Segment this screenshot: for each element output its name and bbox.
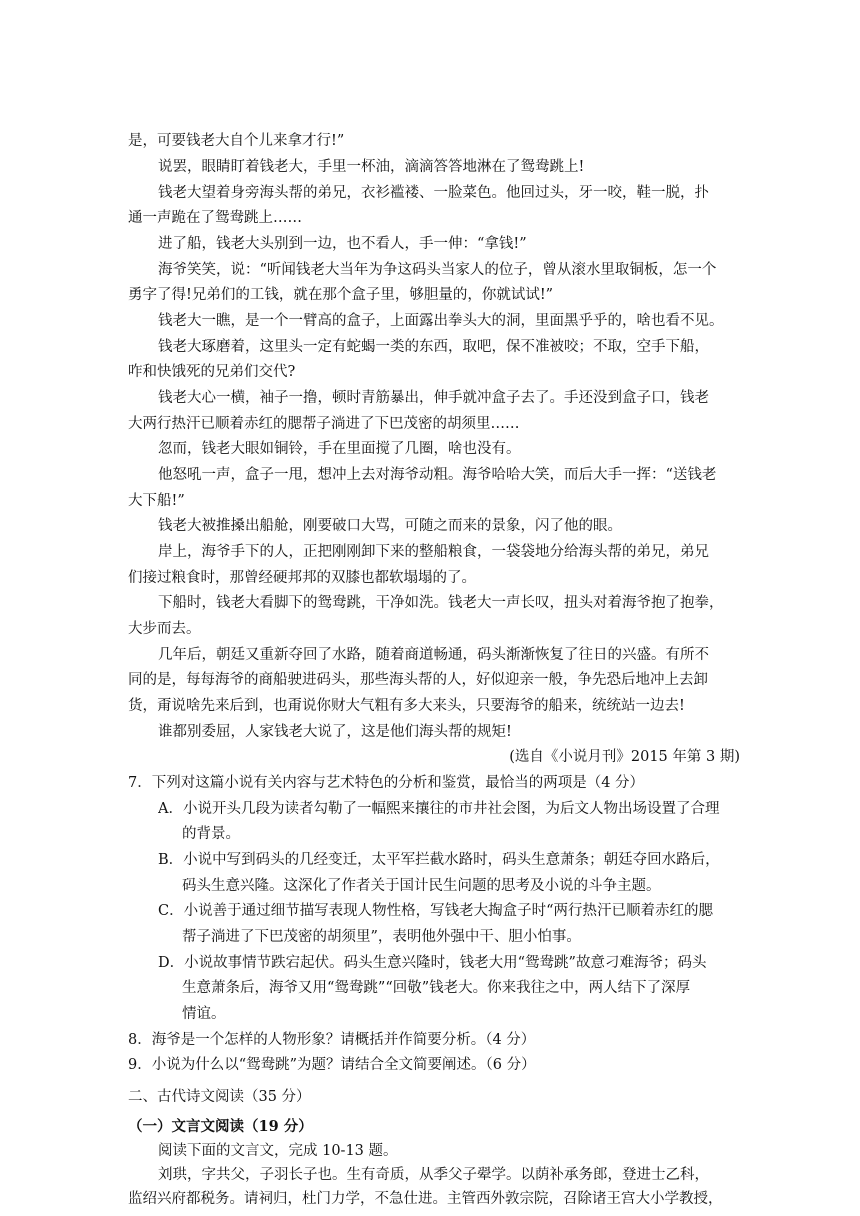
story-line: 钱老大被推搡出船舱，刚要破口大骂，可随之而来的景象，闪了他的眼。 (158, 518, 622, 534)
option-a-cont: 的背景。 (182, 826, 240, 842)
story-line: 忽而，钱老大眼如铜铃，手在里面搅了几圈，啥也没有。 (158, 441, 521, 457)
option-d: D．小说故事情节跌宕起伏。码头生意兴隆时，钱老大用“鸳鸯跳”故意刁难海爷；码头 (158, 955, 707, 971)
option-d-cont: 情谊。 (182, 1006, 226, 1022)
subsection-heading: （一）文言文阅读（19 分） (128, 1118, 313, 1135)
story-line: 是，可要钱老大自个儿来拿才行!” (128, 133, 345, 149)
story-line: 钱老大一瞧，是一个一臂高的盒子，上面露出拳头大的洞，里面黑乎乎的，啥也看不见。 (158, 313, 724, 329)
option-c: C．小说善于通过细节描写表现人物性格，写钱老大掏盒子时“两行热汗已顺着赤红的腮 (158, 903, 714, 919)
story-line: 谁都别委屈，人家钱老大说了，这是他们海头帮的规矩! (158, 724, 512, 740)
classical-line: 刘珙，字共父，子羽长子也。生有奇质，从季父子翚学。以荫补承务郎，登进士乙科， (158, 1167, 709, 1183)
story-line: 钱老大望着身旁海头帮的弟兄，衣衫褴褛、一脸菜色。他回过头，牙一咬，鞋一脱，扑 (158, 185, 709, 201)
story-line: 几年后，朝廷又重新夺回了水路，随着商道畅通，码头渐渐恢复了往日的兴盛。有所不 (158, 647, 709, 663)
classical-line: 监绍兴府都税务。请祠归，杜门力学，不急仕进。主管西外敦宗院，召除诸王宫大小学教授， (128, 1191, 723, 1207)
story-line: 勇字了得!兄弟们的工钱，就在那个盒子里，够胆量的，你就试试!” (128, 287, 554, 303)
story-line: 大两行热汗已顺着赤红的腮帮子淌进了下巴茂密的胡须里…… (128, 416, 520, 432)
story-line: 海爷笑笑，说：“听闻钱老大当年为争这码头当家人的位子，曾从滚水里取铜板，怎一个 (158, 262, 717, 278)
story-line: 大步而去。 (128, 621, 201, 637)
option-b: B．小说中写到码头的几经变迁，太平军拦截水路时，码头生意萧条；朝廷夺回水路后， (158, 852, 720, 868)
classical-line: 阅读下面的文言文，完成 10-13 题。 (158, 1143, 398, 1159)
story-line: 他怒吼一声，盒子一甩，想冲上去对海爷动粗。海爷哈哈大笑，而后大手一挥：“送钱老 (158, 467, 717, 483)
option-c-cont: 帮子淌进了下巴茂密的胡须里”，表明他外强中干、胆小怕事。 (182, 929, 581, 945)
story-line: 钱老大琢磨着，这里头一定有蛇蝎一类的东西，取吧，保不准被咬；不取，空手下船， (158, 339, 709, 355)
option-a: A．小说开头几段为读者勾勒了一幅熙来攘往的市井社会图，为后文人物出场设置了合理 (158, 801, 720, 817)
story-line: 同的是，每每海爷的商船驶进码头，那些海头帮的人，好似迎亲一般，争先恐后地冲上去卸 (128, 672, 708, 688)
story-line: 说罢，眼睛盯着钱老大，手里一杯油，滴滴答答地淋在了鸳鸯跳上! (158, 159, 585, 175)
section-heading: 二、古代诗文阅读（35 分） (128, 1089, 311, 1105)
story-line: 通一声跪在了鸳鸯跳上…… (128, 210, 302, 226)
story-line: 咋和快饿死的兄弟们交代? (128, 364, 296, 380)
story-line: 货，甭说啥先来后到，也甭说你财大气粗有多大来头，只要海爷的船来，统统站一边去! (128, 698, 685, 714)
story-line: 们接过粮食时，那曾经硬邦邦的双膝也都软塌塌的了。 (128, 570, 476, 586)
story-line: 大下船!” (128, 493, 185, 509)
source-citation: (选自《小说月刊》2015 年第 3 期) (509, 749, 740, 765)
story-line: 进了船，钱老大头别到一边，也不看人，手一伸：“拿钱!” (158, 236, 527, 252)
story-line: 岸上，海爷手下的人，正把刚刚卸下来的整船粮食，一袋袋地分给海头帮的弟兄，弟兄 (158, 544, 709, 560)
option-b-cont: 码头生意兴隆。这深化了作者关于国计民生问题的思考及小说的斗争主题。 (182, 878, 661, 894)
story-line: 钱老大心一横，袖子一撸，顿时青筋暴出，伸手就冲盒子去了。手还没到盒子口，钱老 (158, 390, 709, 406)
option-d-cont: 生意萧条后，海爷又用“鸳鸯跳”“回敬”钱老大。你来我往之中，两人结下了深厚 (182, 980, 691, 996)
question-8: 8．海爷是一个怎样的人物形象？请概括并作简要分析。（4 分） (128, 1032, 536, 1048)
story-line: 下船时，钱老大看脚下的鸳鸯跳，干净如洗。钱老大一声长叹，扭头对着海爷抱了抱拳， (158, 595, 724, 611)
question-7-stem: 7．下列对这篇小说有关内容与艺术特色的分析和鉴赏，最恰当的两项是（4 分） (128, 775, 645, 791)
question-9: 9．小说为什么以“鸳鸯跳”为题？请结合全文简要阐述。（6 分） (128, 1057, 536, 1073)
